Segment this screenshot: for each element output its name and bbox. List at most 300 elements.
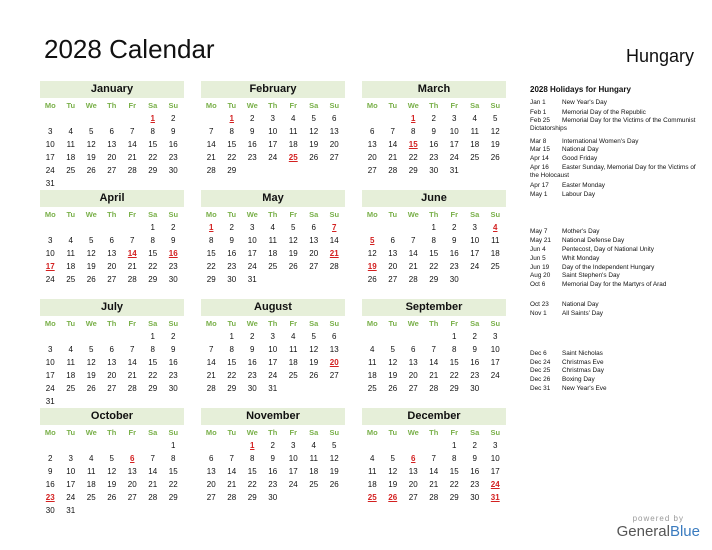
empty-cell <box>201 330 222 343</box>
holiday-day: 7 <box>332 223 337 232</box>
day-cell: 26 <box>367 275 377 284</box>
day-cell: 12 <box>388 358 398 367</box>
day-cell: 29 <box>206 275 216 284</box>
empty-cell <box>102 112 123 125</box>
day-cell: 20 <box>388 262 398 271</box>
weekday-label: Fr <box>128 101 136 110</box>
day-cell: 15 <box>206 249 216 258</box>
day-cell: 8 <box>250 454 255 463</box>
weekday-header <box>201 317 345 330</box>
holiday-date: Dec 24 <box>530 359 551 366</box>
weekday-label: Fr <box>128 428 136 437</box>
day-cell: 28 <box>388 166 398 175</box>
day-cell: 13 <box>309 236 319 245</box>
holiday-name: Christmas Day <box>562 367 604 374</box>
day-cell: 16 <box>470 467 480 476</box>
week-row <box>40 234 184 247</box>
day-cell: 8 <box>171 454 176 463</box>
day-cell: 17 <box>268 140 278 149</box>
day-cell: 20 <box>367 153 377 162</box>
day-cell: 17 <box>288 467 298 476</box>
day-cell: 9 <box>472 454 477 463</box>
day-cell: 23 <box>470 480 480 489</box>
month-name: October <box>40 408 184 425</box>
day-cell: 22 <box>247 480 257 489</box>
week-row <box>201 465 345 478</box>
day-cell: 3 <box>48 236 53 245</box>
day-cell: 9 <box>270 454 275 463</box>
holiday-day: 1 <box>250 441 255 450</box>
day-cell: 25 <box>86 493 96 502</box>
month-january <box>40 81 184 190</box>
week-row <box>362 478 506 491</box>
empty-cell <box>102 221 123 234</box>
day-cell: 23 <box>247 153 257 162</box>
day-cell: 26 <box>490 153 500 162</box>
empty-cell <box>383 330 404 343</box>
month-july <box>40 299 184 408</box>
week-row <box>40 330 184 343</box>
holiday-item <box>530 385 700 393</box>
week-row <box>201 330 345 343</box>
day-cell: 13 <box>408 467 418 476</box>
holiday-name: New Year's Eve <box>562 385 607 392</box>
month-name: January <box>40 81 184 98</box>
weekday-label: Su <box>490 101 501 110</box>
brand-logo <box>617 514 700 540</box>
empty-cell <box>61 395 82 408</box>
weekday-label: We <box>246 210 258 219</box>
day-cell: 27 <box>388 275 398 284</box>
day-cell: 25 <box>470 153 480 162</box>
day-cell: 29 <box>429 275 439 284</box>
holiday-name: Saint Nicholas <box>562 350 603 357</box>
empty-cell <box>304 491 325 504</box>
holiday-date: Jan 1 <box>530 99 546 106</box>
day-cell: 2 <box>472 332 477 341</box>
month-october <box>40 408 184 517</box>
day-cell: 28 <box>429 493 439 502</box>
day-cell: 25 <box>268 262 278 271</box>
day-cell: 28 <box>227 493 237 502</box>
empty-cell <box>122 112 143 125</box>
day-cell: 2 <box>171 332 176 341</box>
day-cell: 18 <box>367 371 377 380</box>
day-cell: 20 <box>107 371 117 380</box>
empty-cell <box>122 439 143 452</box>
week-row <box>201 478 345 491</box>
day-cell: 17 <box>490 467 500 476</box>
day-cell: 28 <box>127 275 137 284</box>
weekday-label: Fr <box>128 319 136 328</box>
day-cell: 15 <box>429 249 439 258</box>
empty-cell <box>61 177 82 190</box>
day-cell: 6 <box>109 345 114 354</box>
holiday-list-title: 2028 Holidays for Hungary <box>530 85 631 94</box>
holiday-name: Whit Monday <box>562 255 600 262</box>
day-cell: 17 <box>268 358 278 367</box>
holiday-day: 19 <box>367 262 377 271</box>
day-cell: 16 <box>247 140 257 149</box>
holiday-item <box>530 350 700 358</box>
empty-cell <box>324 382 345 395</box>
day-cell: 25 <box>288 371 298 380</box>
day-cell: 27 <box>329 371 339 380</box>
holiday-date: Aug 20 <box>530 272 551 279</box>
day-cell: 3 <box>68 454 73 463</box>
day-cell: 24 <box>449 153 459 162</box>
day-cell: 11 <box>368 467 377 476</box>
day-cell: 28 <box>408 275 418 284</box>
day-cell: 2 <box>250 114 255 123</box>
day-cell: 24 <box>288 480 298 489</box>
month-name: March <box>362 81 506 98</box>
day-cell: 8 <box>209 236 214 245</box>
week-row <box>40 125 184 138</box>
day-cell: 9 <box>48 467 53 476</box>
month-august <box>201 299 345 395</box>
weekday-label: Th <box>268 319 278 328</box>
weekday-label: Su <box>168 101 179 110</box>
day-cell: 28 <box>206 166 216 175</box>
day-cell: 21 <box>206 371 216 380</box>
weekday-label: Sa <box>309 210 319 219</box>
day-cell: 17 <box>490 358 500 367</box>
holiday-date: Jun 5 <box>530 255 546 262</box>
day-cell: 13 <box>127 467 137 476</box>
weekday-label: We <box>407 428 419 437</box>
day-cell: 5 <box>493 114 498 123</box>
weekday-header <box>40 99 184 112</box>
day-cell: 17 <box>247 249 257 258</box>
week-row <box>362 112 506 125</box>
empty-cell <box>201 439 222 452</box>
week-row <box>201 112 345 125</box>
day-cell: 22 <box>408 153 418 162</box>
day-cell: 15 <box>227 358 237 367</box>
weekday-label: Mo <box>44 210 56 219</box>
holiday-name: Labour Day <box>562 191 596 198</box>
day-cell: 14 <box>429 358 439 367</box>
week-row <box>362 369 506 382</box>
weekday-label: Tu <box>388 319 398 328</box>
weekday-label: Fr <box>450 319 458 328</box>
day-cell: 20 <box>127 480 137 489</box>
day-cell: 7 <box>130 236 135 245</box>
week-row <box>201 138 345 151</box>
day-cell: 13 <box>206 467 216 476</box>
weekday-label: Fr <box>450 428 458 437</box>
day-cell: 14 <box>127 140 137 149</box>
day-cell: 25 <box>66 384 76 393</box>
day-cell: 8 <box>431 236 436 245</box>
day-cell: 8 <box>452 454 457 463</box>
weekday-label: Su <box>329 210 340 219</box>
weekday-label: Tu <box>66 101 76 110</box>
empty-cell <box>102 395 123 408</box>
day-cell: 24 <box>490 371 500 380</box>
weekday-label: Tu <box>66 428 76 437</box>
day-cell: 21 <box>148 480 158 489</box>
day-cell: 19 <box>107 480 117 489</box>
day-cell: 21 <box>388 153 398 162</box>
weekday-label: Tu <box>388 428 398 437</box>
day-cell: 16 <box>449 249 459 258</box>
day-cell: 27 <box>408 384 418 393</box>
month-name: May <box>201 190 345 207</box>
day-cell: 18 <box>66 153 76 162</box>
holiday-name: Easter Monday <box>562 182 605 189</box>
empty-cell <box>283 164 304 177</box>
holiday-name: Boxing Day <box>562 376 595 383</box>
month-may <box>201 190 345 286</box>
empty-cell <box>122 504 143 517</box>
day-cell: 15 <box>148 249 158 258</box>
day-cell: 22 <box>449 480 459 489</box>
empty-cell <box>403 330 424 343</box>
day-cell: 23 <box>247 371 257 380</box>
holiday-item <box>530 164 700 180</box>
week-row <box>40 138 184 151</box>
holiday-item <box>530 255 700 263</box>
day-cell: 1 <box>452 441 457 450</box>
day-cell: 7 <box>150 454 155 463</box>
weekday-label: Th <box>268 101 278 110</box>
day-cell: 22 <box>206 262 216 271</box>
day-cell: 26 <box>107 493 117 502</box>
holiday-date: Oct 23 <box>530 301 549 308</box>
day-cell: 23 <box>168 153 178 162</box>
weekday-label: Sa <box>309 319 319 328</box>
day-cell: 3 <box>270 114 275 123</box>
day-cell: 19 <box>490 140 500 149</box>
month-april <box>40 190 184 286</box>
week-row <box>362 234 506 247</box>
day-cell: 8 <box>150 345 155 354</box>
day-cell: 11 <box>309 454 318 463</box>
day-cell: 18 <box>66 262 76 271</box>
day-cell: 23 <box>449 262 459 271</box>
holiday-item <box>530 264 700 272</box>
weekday-label: Mo <box>205 428 217 437</box>
day-cell: 2 <box>452 223 457 232</box>
day-cell: 13 <box>408 358 418 367</box>
day-cell: 10 <box>449 127 459 136</box>
day-cell: 9 <box>472 345 477 354</box>
day-cell: 5 <box>109 454 114 463</box>
day-cell: 26 <box>288 262 298 271</box>
day-cell: 1 <box>150 223 155 232</box>
weekday-label: Mo <box>366 319 378 328</box>
holiday-day: 24 <box>490 480 500 489</box>
week-row <box>40 452 184 465</box>
day-cell: 14 <box>206 140 216 149</box>
empty-cell <box>122 177 143 190</box>
day-cell: 16 <box>247 358 257 367</box>
day-cell: 22 <box>168 480 178 489</box>
week-row <box>362 221 506 234</box>
month-name: February <box>201 81 345 98</box>
weekday-header <box>362 99 506 112</box>
weekday-label: Tu <box>227 319 237 328</box>
empty-cell <box>304 382 325 395</box>
empty-cell <box>201 112 222 125</box>
weekday-label: Sa <box>470 210 480 219</box>
day-cell: 29 <box>148 166 158 175</box>
day-cell: 12 <box>86 358 96 367</box>
week-row <box>201 125 345 138</box>
empty-cell <box>102 439 123 452</box>
day-cell: 3 <box>270 332 275 341</box>
day-cell: 11 <box>491 236 500 245</box>
day-cell: 9 <box>452 236 457 245</box>
day-cell: 4 <box>270 223 275 232</box>
week-row <box>201 382 345 395</box>
empty-cell <box>143 177 164 190</box>
empty-cell <box>283 273 304 286</box>
weekday-label: Tu <box>388 101 398 110</box>
day-cell: 29 <box>449 384 459 393</box>
day-cell: 8 <box>229 345 234 354</box>
day-cell: 22 <box>429 262 439 271</box>
day-cell: 16 <box>168 358 178 367</box>
week-row <box>362 356 506 369</box>
empty-cell <box>122 395 143 408</box>
empty-cell <box>40 112 61 125</box>
day-cell: 16 <box>45 480 55 489</box>
holiday-date: Dec 6 <box>530 350 547 357</box>
weekday-label: Mo <box>44 428 56 437</box>
weekday-label: Fr <box>450 101 458 110</box>
weekday-label: Su <box>168 319 179 328</box>
weekday-label: Sa <box>148 101 158 110</box>
day-cell: 2 <box>171 114 176 123</box>
holiday-date: Apr 17 <box>530 182 549 189</box>
day-cell: 31 <box>45 397 55 406</box>
day-cell: 5 <box>311 114 316 123</box>
month-february <box>201 81 345 177</box>
weekday-label: We <box>407 101 419 110</box>
weekday-label: We <box>407 210 419 219</box>
week-row <box>362 138 506 151</box>
empty-cell <box>403 221 424 234</box>
weekday-label: Su <box>329 319 340 328</box>
week-row <box>201 369 345 382</box>
weekday-label: Sa <box>470 101 480 110</box>
week-row <box>201 260 345 273</box>
day-cell: 15 <box>449 467 459 476</box>
day-cell: 11 <box>66 358 75 367</box>
day-cell: 15 <box>449 358 459 367</box>
day-cell: 23 <box>470 371 480 380</box>
week-row <box>40 260 184 273</box>
day-cell: 6 <box>370 127 375 136</box>
day-cell: 12 <box>309 345 319 354</box>
day-cell: 10 <box>45 358 55 367</box>
empty-cell <box>362 112 383 125</box>
holiday-date: Oct 6 <box>530 281 546 288</box>
weekday-header <box>362 426 506 439</box>
weekday-label: We <box>85 101 97 110</box>
week-row <box>40 369 184 382</box>
day-cell: 4 <box>89 454 94 463</box>
weekday-label: Tu <box>66 319 76 328</box>
weekday-label: Sa <box>148 428 158 437</box>
day-cell: 14 <box>408 249 418 258</box>
day-cell: 19 <box>86 262 96 271</box>
week-row <box>201 452 345 465</box>
day-cell: 25 <box>66 275 76 284</box>
week-row <box>201 439 345 452</box>
day-cell: 4 <box>291 332 296 341</box>
day-cell: 19 <box>329 467 339 476</box>
day-cell: 14 <box>127 358 137 367</box>
empty-cell <box>163 504 184 517</box>
holiday-item <box>530 359 700 367</box>
holiday-date: Dec 31 <box>530 385 551 392</box>
day-cell: 11 <box>87 467 96 476</box>
empty-cell <box>122 330 143 343</box>
day-cell: 25 <box>66 166 76 175</box>
month-name: November <box>201 408 345 425</box>
day-cell: 21 <box>429 371 439 380</box>
week-row <box>201 343 345 356</box>
day-cell: 10 <box>268 345 278 354</box>
month-name: July <box>40 299 184 316</box>
day-cell: 21 <box>127 153 137 162</box>
holiday-day: 15 <box>408 140 418 149</box>
day-cell: 15 <box>227 140 237 149</box>
day-cell: 4 <box>370 345 375 354</box>
month-december <box>362 408 506 504</box>
day-cell: 16 <box>470 358 480 367</box>
day-cell: 5 <box>390 454 395 463</box>
week-row <box>201 234 345 247</box>
weekday-label: Mo <box>44 319 56 328</box>
day-cell: 26 <box>86 384 96 393</box>
week-row <box>40 343 184 356</box>
day-cell: 18 <box>490 249 500 258</box>
empty-cell <box>81 330 102 343</box>
holiday-day: 25 <box>367 493 377 502</box>
day-cell: 29 <box>227 166 237 175</box>
holiday-item <box>530 301 700 309</box>
day-cell: 24 <box>45 275 55 284</box>
empty-cell <box>122 221 143 234</box>
holiday-item <box>530 138 700 146</box>
day-cell: 9 <box>171 236 176 245</box>
day-cell: 11 <box>289 345 298 354</box>
month-name: September <box>362 299 506 316</box>
holiday-day: 23 <box>45 493 55 502</box>
week-row <box>362 247 506 260</box>
empty-cell <box>163 395 184 408</box>
holiday-item <box>530 246 700 254</box>
week-row <box>362 465 506 478</box>
day-cell: 5 <box>89 236 94 245</box>
weekday-label: Fr <box>289 428 297 437</box>
holiday-item <box>530 281 700 289</box>
holiday-item <box>530 191 700 199</box>
month-name: December <box>362 408 506 425</box>
day-cell: 1 <box>229 332 234 341</box>
day-cell: 6 <box>109 236 114 245</box>
week-row <box>362 260 506 273</box>
day-cell: 18 <box>268 249 278 258</box>
weekday-label: Mo <box>205 210 217 219</box>
day-cell: 18 <box>367 480 377 489</box>
day-cell: 9 <box>171 127 176 136</box>
